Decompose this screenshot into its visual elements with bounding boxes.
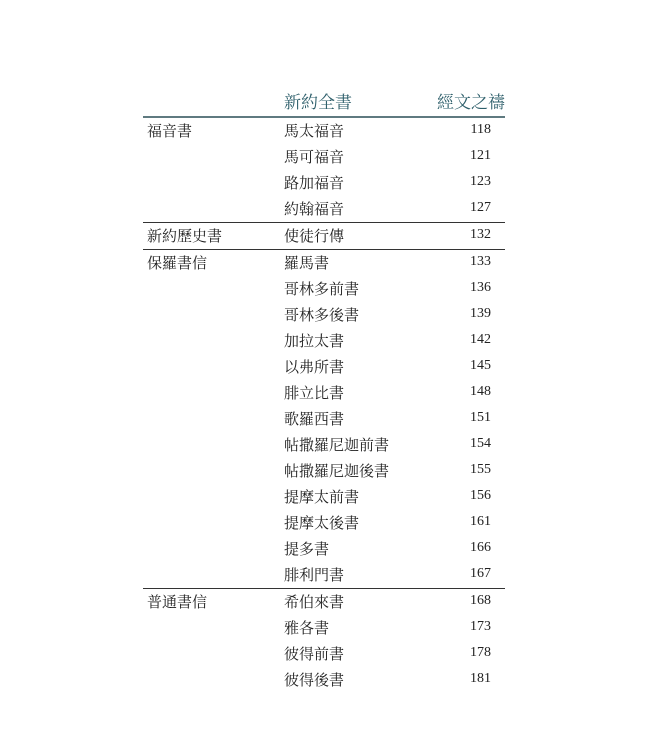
page-number: 168 [470, 593, 491, 608]
book-name: 提摩太後書 [284, 514, 360, 532]
page-number: 123 [470, 174, 491, 189]
page-number: 145 [470, 358, 491, 373]
toc-row [143, 667, 505, 693]
toc-row [143, 196, 505, 222]
book-name: 帖撒羅尼迦後書 [284, 462, 390, 480]
book-name: 約翰福音 [284, 200, 345, 218]
toc-row [143, 536, 505, 562]
toc-row [143, 380, 505, 406]
book-name: 提摩太前書 [284, 488, 360, 506]
page-number: 142 [470, 332, 491, 347]
page-number: 178 [470, 645, 491, 660]
page-number: 173 [470, 619, 491, 634]
page-number: 181 [470, 671, 491, 686]
toc-row [143, 615, 505, 641]
book-name: 路加福音 [284, 174, 345, 192]
book-name: 彼得前書 [284, 645, 345, 663]
header-page-column: 經文之禱 [437, 93, 505, 113]
page-number: 167 [470, 566, 491, 581]
toc-row [143, 354, 505, 380]
toc-row [143, 484, 505, 510]
book-name: 提多書 [284, 540, 330, 558]
book-name: 羅馬書 [284, 254, 330, 272]
toc-group-history [143, 223, 505, 250]
toc-group-gospels [143, 118, 505, 223]
toc-row [143, 118, 505, 144]
toc-row [143, 250, 505, 276]
page-number: 161 [470, 514, 491, 529]
book-name: 彼得後書 [284, 671, 345, 689]
category-label: 普通書信 [147, 593, 208, 611]
toc-row [143, 432, 505, 458]
book-name: 馬可福音 [284, 148, 345, 166]
book-name: 希伯來書 [284, 593, 345, 611]
toc-row [143, 406, 505, 432]
category-label: 新約歷史書 [147, 227, 223, 245]
page-number: 154 [470, 436, 491, 451]
book-name: 腓立比書 [284, 384, 345, 402]
book-name: 加拉太書 [284, 332, 345, 350]
book-name: 以弗所書 [284, 358, 345, 376]
toc-group-pauline-epistles [143, 250, 505, 589]
page-number: 139 [470, 306, 491, 321]
page-number: 151 [470, 410, 491, 425]
page-number: 155 [470, 462, 491, 477]
page-number: 156 [470, 488, 491, 503]
page-number: 118 [470, 122, 491, 137]
page-number: 127 [470, 200, 491, 215]
page-number: 133 [470, 254, 491, 269]
toc-row [143, 641, 505, 667]
page-number: 148 [470, 384, 491, 399]
book-name: 使徒行傳 [284, 227, 345, 245]
toc-row [143, 302, 505, 328]
category-label: 保羅書信 [147, 254, 208, 272]
table-of-contents [143, 92, 505, 693]
toc-row [143, 170, 505, 196]
toc-row [143, 510, 505, 536]
header-book-column: 新約全書 [284, 93, 352, 113]
book-name: 腓利門書 [284, 566, 345, 584]
book-name: 哥林多後書 [284, 306, 360, 324]
toc-row [143, 223, 505, 249]
toc-row [143, 328, 505, 354]
toc-row [143, 276, 505, 302]
page-number: 166 [470, 540, 491, 555]
book-name: 帖撒羅尼迦前書 [284, 436, 390, 454]
category-label: 福音書 [147, 122, 193, 140]
toc-row [143, 144, 505, 170]
toc-group-general-epistles [143, 589, 505, 693]
book-name: 馬太福音 [284, 122, 345, 140]
book-name: 雅各書 [284, 619, 330, 637]
toc-row [143, 589, 505, 615]
toc-row [143, 562, 505, 588]
toc-row [143, 458, 505, 484]
toc-header [143, 92, 505, 118]
page-number: 121 [470, 148, 491, 163]
page-number: 132 [470, 227, 491, 242]
book-name: 哥林多前書 [284, 280, 360, 298]
page-number: 136 [470, 280, 491, 295]
book-name: 歌羅西書 [284, 410, 345, 428]
